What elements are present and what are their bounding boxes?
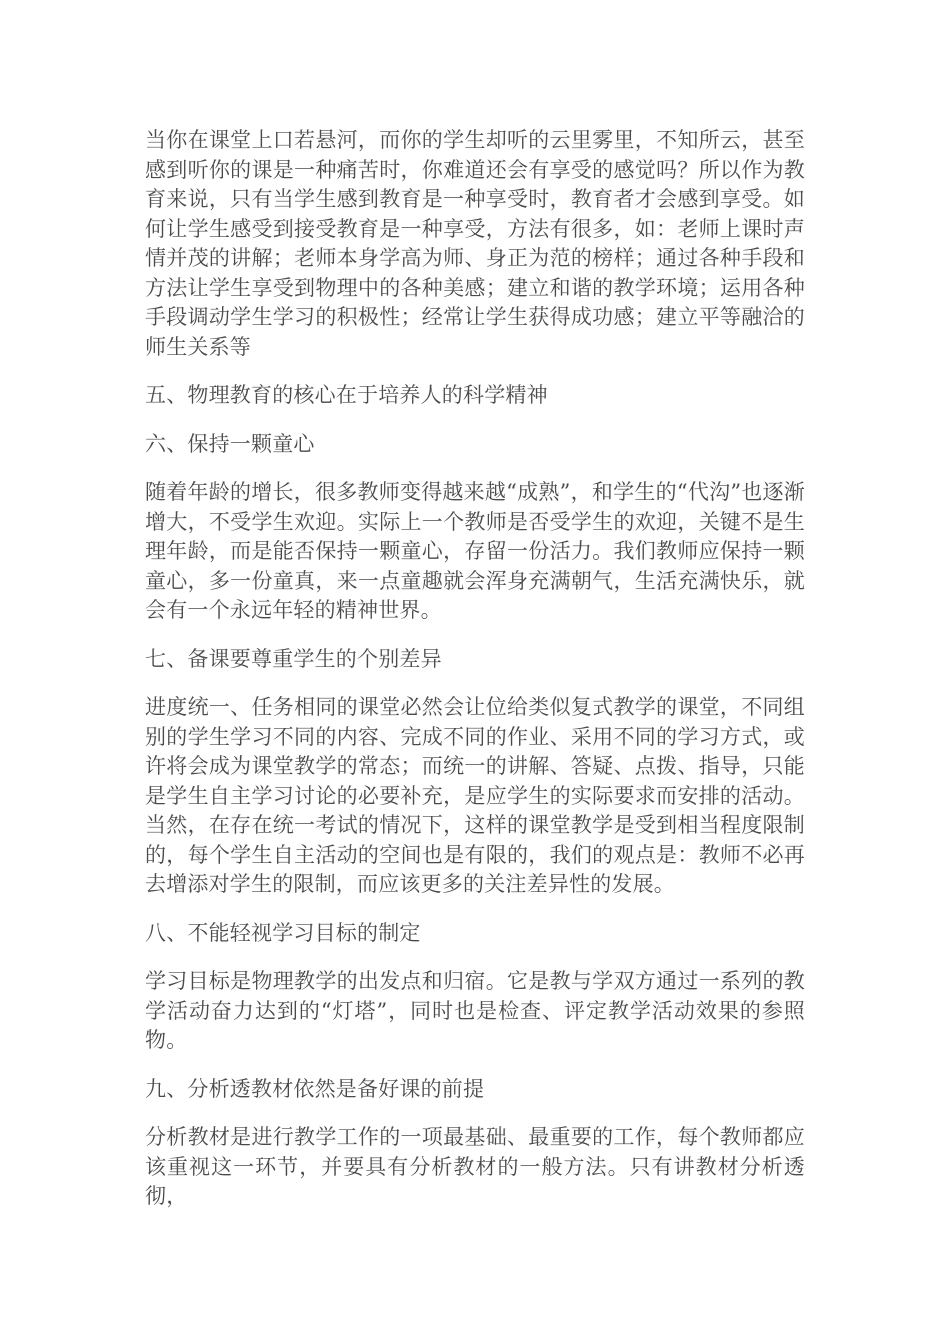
- paragraph-learning-goals: 学习目标是物理教学的出发点和归宿。它是教与学双方通过一系列的教学活动奋力达到的“灯塔”，同时也是检查、评定教学活动效果的参照物。: [145, 969, 805, 1052]
- heading-section-6: 六、保持一颗童心: [145, 431, 315, 456]
- paragraph-textbook-analysis: 分析教材是进行教学工作的一项最基础、最重要的工作，每个教师都应该重视这一环节，并要具有分析教材的一般方法。只有讲教材分析透彻，: [145, 1125, 805, 1208]
- paragraph-childlike-heart: 随着年龄的增长，很多教师变得越来越“成熟”，和学生的“代沟”也逐渐增大，不受学生欢迎。实际上一个教师是否受学生的欢迎，关键不是生理年龄，而是能否保持一颗童心，存留一份活力。我们教师应保持一颗童心，多一份童真，来一点童趣就会浑身充满朝气，生活充满快乐，就会有一个永远年轻的精神世界。: [145, 480, 805, 622]
- paragraph-individual-differences: 进度统一、任务相同的课堂必然会让位给类似复式教学的课堂，不同组别的学生学习不同的内容、完成不同的作业、采用不同的学习方式，或许将会成为课堂教学的常态；而统一的讲解、答疑、点拨、指导，只能是学生自主学习讨论的必要补充，是应学生的实际要求而安排的活动。当然，在存在统一考试的情况下，这样的课堂教学是受到相当程度限制的，每个学生自主活动的空间也是有限的，我们的观点是：教师不必再去增添对学生的限制，而应该更多的关注差异性的发展。: [145, 695, 805, 896]
- heading-section-9: 九、分析透教材依然是备好课的前提: [145, 1076, 485, 1101]
- heading-section-7: 七、备课要尊重学生的个别差异: [145, 646, 442, 671]
- paragraph-enjoy-teaching: 当你在课堂上口若悬河，而你的学生却听的云里雾里，不知所云，甚至感到听你的课是一种痛苦时，你难道还会有享受的感觉吗？所以作为教育来说，只有当学生感到教育是一种享受时，教育者才会感到享受。如何让学生感受到接受教育是一种享受，方法有很多，如：老师上课时声情并茂的讲解；老师本身学高为师、身正为范的榜样；通过各种手段和方法让学生享受到物理中的各种美感；建立和谐的教学环境；运用各种手段调动学生学习的积极性；经常让学生获得成功感；建立平等融洽的师生关系等: [145, 128, 805, 359]
- heading-section-8: 八、不能轻视学习目标的制定: [145, 920, 421, 945]
- heading-section-5: 五、物理教育的核心在于培养人的科学精神: [145, 383, 548, 407]
- document-body: [145, 126, 805, 1231]
